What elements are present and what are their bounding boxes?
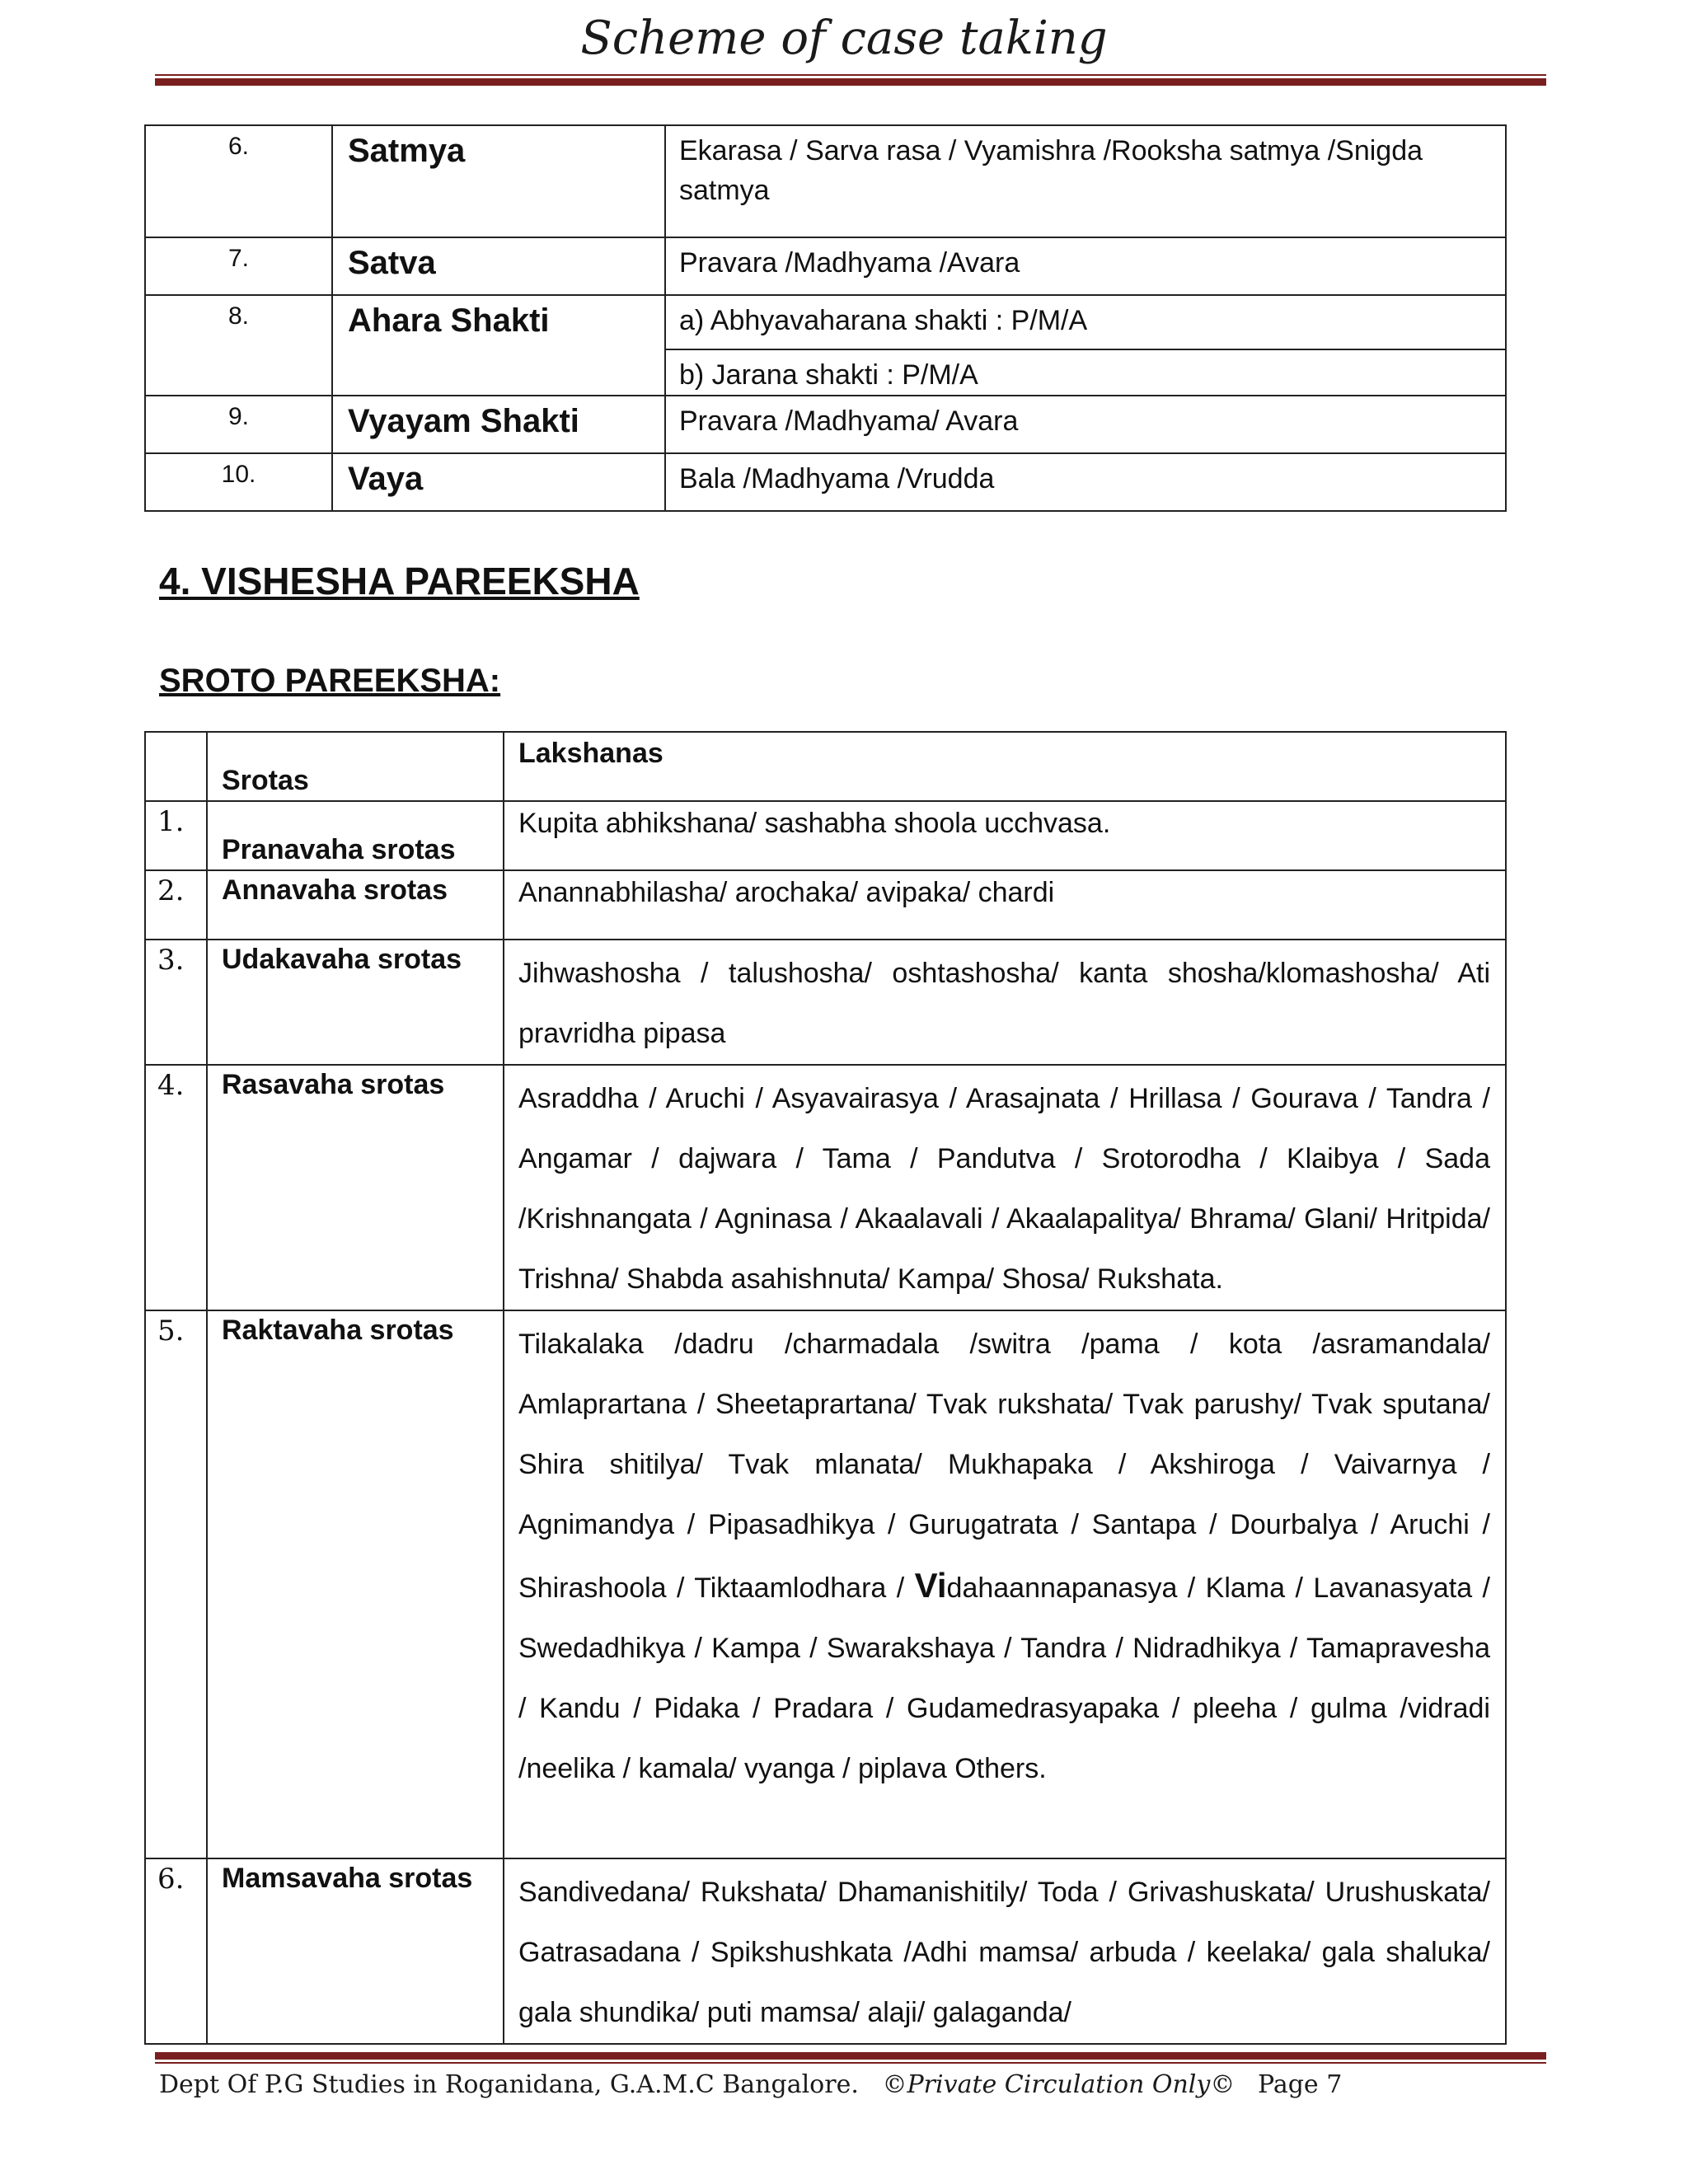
- row-number: 3.: [145, 940, 207, 1065]
- footer-rule-thin: [155, 2062, 1546, 2064]
- row-number: 6.: [145, 1858, 207, 2044]
- row-value: Ekarasa / Sarva rasa / Vyamishra /Rooksha satmya /Snigda satmya: [665, 125, 1506, 237]
- row-value: Pravara /Madhyama /Avara: [665, 237, 1506, 295]
- row-number: 8.: [145, 295, 332, 396]
- row-label: Satva: [332, 237, 665, 295]
- srotas-name: Raktavaha srotas: [207, 1310, 504, 1858]
- lakshanas-text: Kupita abhikshana/ sashabha shoola ucchvasa.: [504, 801, 1506, 870]
- lakshanas-text-emphasis: Vi: [914, 1566, 947, 1605]
- row-number: 9.: [145, 396, 332, 453]
- table-row: [145, 396, 1506, 453]
- table-row: [145, 940, 1506, 1065]
- row-value: a) Abhyavaharana shakti : P/M/A: [665, 295, 1506, 349]
- footer-rule-thick: [155, 2052, 1546, 2060]
- srotas-name: Annavaha srotas: [207, 870, 504, 940]
- lakshanas-text: Asraddha / Aruchi / Asyavairasya / Arasajnata / Hrillasa / Gourava / Tandra / Angamar / dajwara / Tama / Pandutva / Srotorodha / Klaibya / Sada /Krishnangata / Agninasa / Akaalavali / Akaalapalitya/ Bhrama/ Glani/ Hritpida/ Trishna/ Shabda asahishnuta/ Kampa/ Shosa/ Rukshata.: [504, 1065, 1506, 1310]
- table-row: [145, 295, 1506, 349]
- srotas-name: Udakavaha srotas: [207, 940, 504, 1065]
- prakriti-table: [144, 124, 1507, 512]
- column-header-srotas: Srotas: [207, 732, 504, 801]
- row-value: Bala /Madhyama /Vrudda: [665, 453, 1506, 511]
- footer-page-number: Page 7: [1258, 2070, 1343, 2099]
- table-row: [145, 1310, 1506, 1858]
- row-number: 7.: [145, 237, 332, 295]
- row-label: Ahara Shakti: [332, 295, 665, 396]
- table-row: [145, 870, 1506, 940]
- row-value: b) Jarana shakti : P/M/A: [665, 349, 1506, 396]
- row-number: 10.: [145, 453, 332, 511]
- table-row: [145, 237, 1506, 295]
- table-row: [145, 453, 1506, 511]
- sroto-pareeksha-table: [144, 731, 1507, 2045]
- row-value: Pravara /Madhyama/ Avara: [665, 396, 1506, 453]
- row-number: 5.: [145, 1310, 207, 1858]
- row-number: 2.: [145, 870, 207, 940]
- srotas-name: Mamsavaha srotas: [207, 1858, 504, 2044]
- row-number: 4.: [145, 1065, 207, 1310]
- row-number: 6.: [145, 125, 332, 237]
- row-label: Vaya: [332, 453, 665, 511]
- table-row: [145, 1858, 1506, 2044]
- table-header-row: [145, 732, 1506, 801]
- header-cell-empty: [145, 732, 207, 801]
- footer-circulation: ©Private Circulation Only©: [882, 2070, 1236, 2099]
- header-rule-thick: [155, 78, 1546, 86]
- footer-dept-text: Dept Of P.G Studies in Roganidana, G.A.M.C Bangalore.: [159, 2070, 859, 2099]
- lakshanas-text-part: Tilakalaka /dadru /charmadala /switra /pama / kota /asramandala/ Amlaprartana / Sheetaprartana/ Tvak rukshata/ Tvak parushy/ Tvak sputana/ Shira shitilya/ Tvak mlanata/ Mukhapaka / Akshiroga / Vaivarnya / Agnimandya / Pipasadhikya / Gurugatrata / Santapa / Dourbalya / Aruchi / Shirashoola / Tiktaamlodhara /: [518, 1329, 1490, 1604]
- sub-heading: SROTO PAREEKSHA:: [159, 663, 501, 699]
- section-heading: 4. VISHESHA PAREEKSHA: [159, 560, 640, 602]
- srotas-name: Rasavaha srotas: [207, 1065, 504, 1310]
- column-header-lakshanas: Lakshanas: [504, 732, 1506, 801]
- lakshanas-text: Jihwashosha / talushosha/ oshtashosha/ kanta shosha/klomashosha/ Ati pravridha pipasa: [504, 940, 1506, 1065]
- row-label: Vyayam Shakti: [332, 396, 665, 453]
- row-label: Satmya: [332, 125, 665, 237]
- lakshanas-text-part: dahaannapanasya / Klama / Lavanasyata / Swedadhikya / Kampa / Swarakshaya / Tandra / Nidradhikya / Tamapravesha / Kandu / Pidaka / Pradara / Gudamedrasyapaka / pleeha / gulma /vidradi /neelika / kamala/ vyanga / piplava Others.: [518, 1572, 1490, 1784]
- lakshanas-text: Sandivedana/ Rukshata/ Dhamanishitily/ Toda / Grivashuskata/ Urushuskata/ Gatrasadana / Spikshushkata /Adhi mamsa/ arbuda / keelaka/ gala shaluka/ gala shundika/ puti mamsa/ alaji/ galaganda/: [504, 1858, 1506, 2044]
- lakshanas-text: Anannabhilasha/ arochaka/ avipaka/ chardi: [504, 870, 1506, 940]
- table-row: [145, 125, 1506, 237]
- footer-dept: [159, 2070, 1235, 2099]
- lakshanas-text: [504, 1310, 1506, 1858]
- srotas-name: Pranavaha srotas: [207, 801, 504, 870]
- table-row: [145, 801, 1506, 870]
- page-header-title: Scheme of case taking: [580, 12, 1108, 65]
- row-number: 1.: [145, 801, 207, 870]
- header-rule-thin: [155, 74, 1546, 76]
- table-row: [145, 1065, 1506, 1310]
